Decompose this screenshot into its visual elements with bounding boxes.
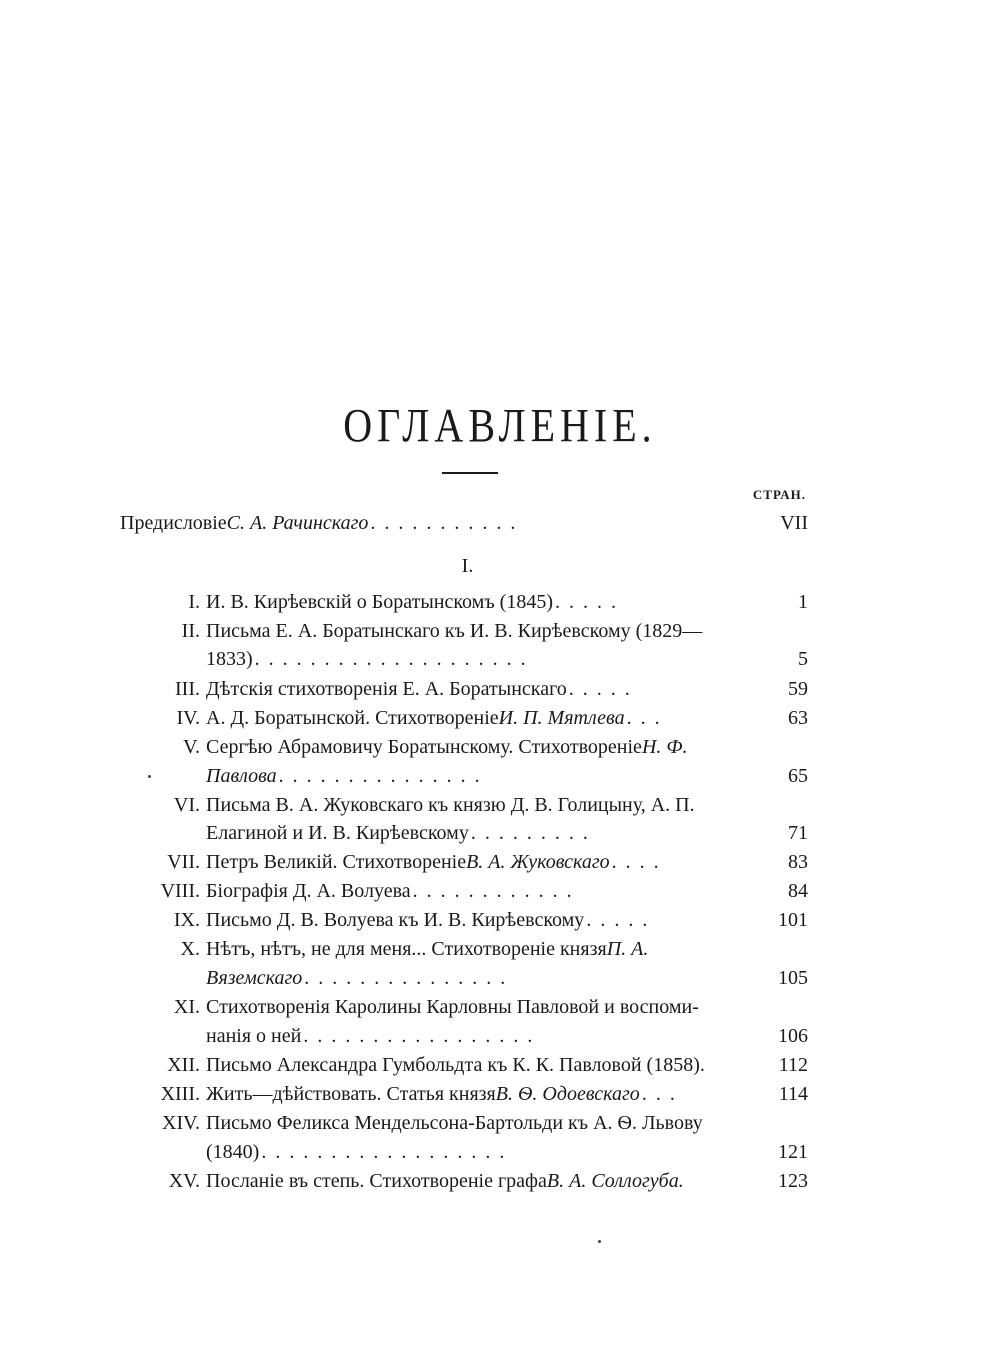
entry-title: Дѣтскія стихотворенія Е. А. Боратынскаго: [206, 678, 567, 700]
entry-title-continuation: 1833): [206, 648, 253, 670]
entry-page: 84: [788, 880, 808, 902]
leader-dots: .....: [568, 678, 639, 700]
toc-entry-continuation: [0, 1021, 808, 1051]
entry-number: XV.: [168, 1170, 200, 1192]
entry-title: Письмо Д. В. Волуева къ И. В. Кирѣевскому: [206, 909, 585, 931]
entry-number: VI.: [173, 794, 200, 816]
entry-author: Н. Ф.: [641, 736, 688, 758]
entry-title: Письмо Александра Гумбольдта къ К. К. Павловой (1858).: [206, 1054, 705, 1076]
entry-page: 121: [778, 1141, 808, 1163]
leader-dots: .....: [554, 591, 625, 613]
entry-title: Біографія Д. А. Волуева: [206, 880, 411, 902]
toc-entry: [0, 992, 808, 1022]
entry-title-continuation: Елагиной и И. В. Кирѣевскому: [206, 822, 469, 844]
entry-page: 65: [788, 765, 808, 787]
entry-number: II.: [181, 620, 200, 642]
entry-page: 101: [778, 909, 808, 931]
entry-number: VIII.: [160, 880, 200, 902]
toc-entry: [0, 732, 808, 762]
entry-page: 106: [778, 1025, 808, 1047]
page-column-header: СТРАН.: [752, 487, 806, 502]
entry-number: XI.: [173, 996, 200, 1018]
leader-dots: ...: [641, 1083, 684, 1105]
entry-number: XIV.: [162, 1112, 200, 1134]
toc-entry: [0, 876, 808, 906]
entry-author: И. П. Мятлева: [498, 707, 625, 729]
entry-number: V.: [183, 736, 200, 758]
print-speck: [598, 1240, 601, 1243]
title-divider: [442, 472, 498, 474]
entry-number: XIII.: [160, 1083, 200, 1105]
toc-entry: [0, 1166, 808, 1196]
leader-dots: .........: [470, 822, 597, 844]
toc-entry: [0, 1050, 808, 1080]
print-speck: [148, 775, 151, 778]
toc-entry-continuation: [0, 818, 808, 848]
entry-title: Сергѣю Абрамовичу Боратынскому. Стихотвореніе: [206, 736, 642, 758]
leader-dots: ............: [412, 880, 581, 902]
entry-number: VII.: [167, 851, 200, 873]
toc-entry: [0, 934, 808, 964]
leader-dots: ...........: [370, 512, 525, 534]
entry-page: 114: [778, 1083, 808, 1105]
entry-title: Письмо Феликса Мендельсона-Бартольди къ А. Ѳ. Львову: [206, 1112, 703, 1134]
toc-entry: [0, 616, 808, 646]
entry-author: В. Ѳ. Одоевскаго: [495, 1083, 640, 1105]
entry-page: 59: [788, 678, 808, 700]
entry-title: Посланіе въ степь. Стихотвореніе графа: [206, 1170, 547, 1192]
entry-title: Письма Е. А. Боратынскаго къ И. В. Кирѣевскому (1829—: [206, 620, 703, 642]
leader-dots: .................: [303, 1025, 542, 1047]
entry-title: Петръ Великій. Стихотвореніе: [206, 851, 467, 873]
entry-page: 105: [778, 967, 808, 989]
leader-dots: ...............: [278, 765, 489, 787]
entry-title: Жить—дѣйствовать. Статья князя: [206, 1083, 496, 1105]
entry-page: 63: [788, 707, 808, 729]
toc-entry-continuation: [0, 963, 808, 993]
toc-entry: [0, 847, 808, 877]
preface-entry: [120, 508, 808, 538]
leader-dots: ...: [626, 707, 669, 729]
leader-dots: ....................: [254, 648, 535, 670]
entry-number: IV.: [176, 707, 200, 729]
entry-title-continuation: (1840): [206, 1141, 260, 1163]
entry-title-continuation: нанія о ней: [206, 1025, 302, 1047]
entry-number: I.: [188, 591, 200, 613]
leader-dots: ...............: [304, 967, 515, 989]
preface-author: С. А. Рачинскаго: [226, 512, 369, 534]
entry-page: 83: [788, 851, 808, 873]
toc-entry: [0, 703, 808, 733]
toc-entry: [0, 674, 808, 704]
toc-entry-continuation: [0, 644, 808, 674]
toc-entry: [0, 905, 808, 935]
page-title: ОГЛАВЛЕНІЕ.: [343, 399, 657, 453]
entry-page: 112: [778, 1054, 808, 1076]
leader-dots: .....: [586, 909, 657, 931]
section-label: I.: [461, 555, 474, 577]
toc-entry: [0, 587, 808, 617]
preface-page: VII: [780, 512, 808, 534]
entry-title: Стихотворенія Каролины Карловны Павловой и воспоми-: [206, 996, 699, 1018]
entry-title: Письма В. А. Жуковскаго къ князю Д. В. Голицыну, А. П.: [206, 794, 695, 816]
entry-page: 1: [798, 591, 808, 613]
leader-dots: ....: [611, 851, 668, 873]
entry-title: А. Д. Боратынской. Стихотвореніе: [206, 707, 499, 729]
entry-page: 71: [788, 822, 808, 844]
entry-author: В. А. Соллогуба.: [546, 1170, 684, 1192]
toc-entry-continuation: [0, 761, 808, 791]
entry-number: III.: [175, 678, 200, 700]
toc-entry: [0, 1108, 808, 1138]
toc-entry: [0, 790, 808, 820]
toc-entry: [0, 1079, 808, 1109]
entry-title: Нѣтъ, нѣтъ, не для меня... Стихотвореніе князя: [206, 938, 607, 960]
toc-entry-continuation: [0, 1137, 808, 1167]
entry-number: IX.: [173, 909, 200, 931]
entry-page: 5: [798, 648, 808, 670]
entry-author: В. А. Жуковскаго: [466, 851, 610, 873]
entry-title: И. В. Кирѣевскій о Боратынскомъ (1845): [206, 591, 553, 613]
preface-text: Предисловіе: [120, 512, 227, 534]
entry-page: 123: [778, 1170, 808, 1192]
entry-author: П. А.: [606, 938, 649, 960]
entry-number: X.: [180, 938, 200, 960]
entry-author-continuation: Вяземскаго: [206, 967, 303, 989]
entry-number: XII.: [167, 1054, 200, 1076]
leader-dots: ..................: [261, 1141, 514, 1163]
entry-author-continuation: Павлова: [206, 765, 277, 787]
